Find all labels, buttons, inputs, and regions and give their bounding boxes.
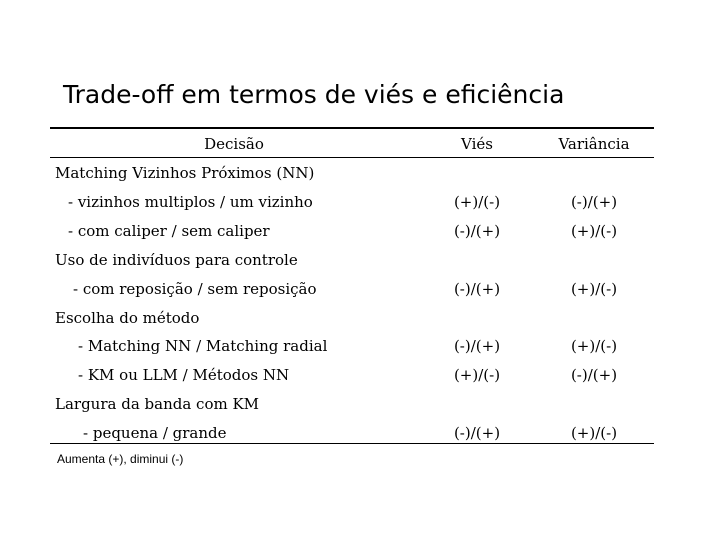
section-label: Uso de indivíduos para controle xyxy=(55,251,298,269)
section-label: Largura da banda com KM xyxy=(55,395,260,413)
row-variancia: (+)/(-) xyxy=(570,280,618,298)
slide-title: Trade-off em termos de viés e eficiência xyxy=(63,80,565,109)
row-vies: (-)/(+) xyxy=(453,280,501,298)
row-label: - pequena / grande xyxy=(83,424,227,442)
header-variancia: Variância xyxy=(558,135,630,153)
row-variancia: (-)/(+) xyxy=(570,366,618,384)
table-top-rule xyxy=(50,127,654,129)
section-label: Escolha do método xyxy=(55,309,200,327)
row-variancia: (+)/(-) xyxy=(570,424,618,442)
table-footnote: Aumenta (+), diminui (-) xyxy=(57,452,184,466)
row-vies: (+)/(-) xyxy=(453,366,501,384)
table-header-rule xyxy=(50,157,654,158)
header-decisao: Decisão xyxy=(204,135,264,153)
row-label: - Matching NN / Matching radial xyxy=(78,337,328,355)
section-label: Matching Vizinhos Próximos (NN) xyxy=(55,164,315,182)
row-vies: (-)/(+) xyxy=(453,424,501,442)
row-label: - KM ou LLM / Métodos NN xyxy=(78,366,290,384)
row-variancia: (+)/(-) xyxy=(570,337,618,355)
row-vies: (-)/(+) xyxy=(453,337,501,355)
table-bottom-rule xyxy=(50,443,654,444)
header-vies: Viés xyxy=(461,135,493,153)
row-label: - com caliper / sem caliper xyxy=(68,222,270,240)
row-label: - vizinhos multiplos / um vizinho xyxy=(68,193,313,211)
row-label: - com reposição / sem reposição xyxy=(73,280,317,298)
row-vies: (+)/(-) xyxy=(453,193,501,211)
row-vies: (-)/(+) xyxy=(453,222,501,240)
row-variancia: (-)/(+) xyxy=(570,193,618,211)
row-variancia: (+)/(-) xyxy=(570,222,618,240)
